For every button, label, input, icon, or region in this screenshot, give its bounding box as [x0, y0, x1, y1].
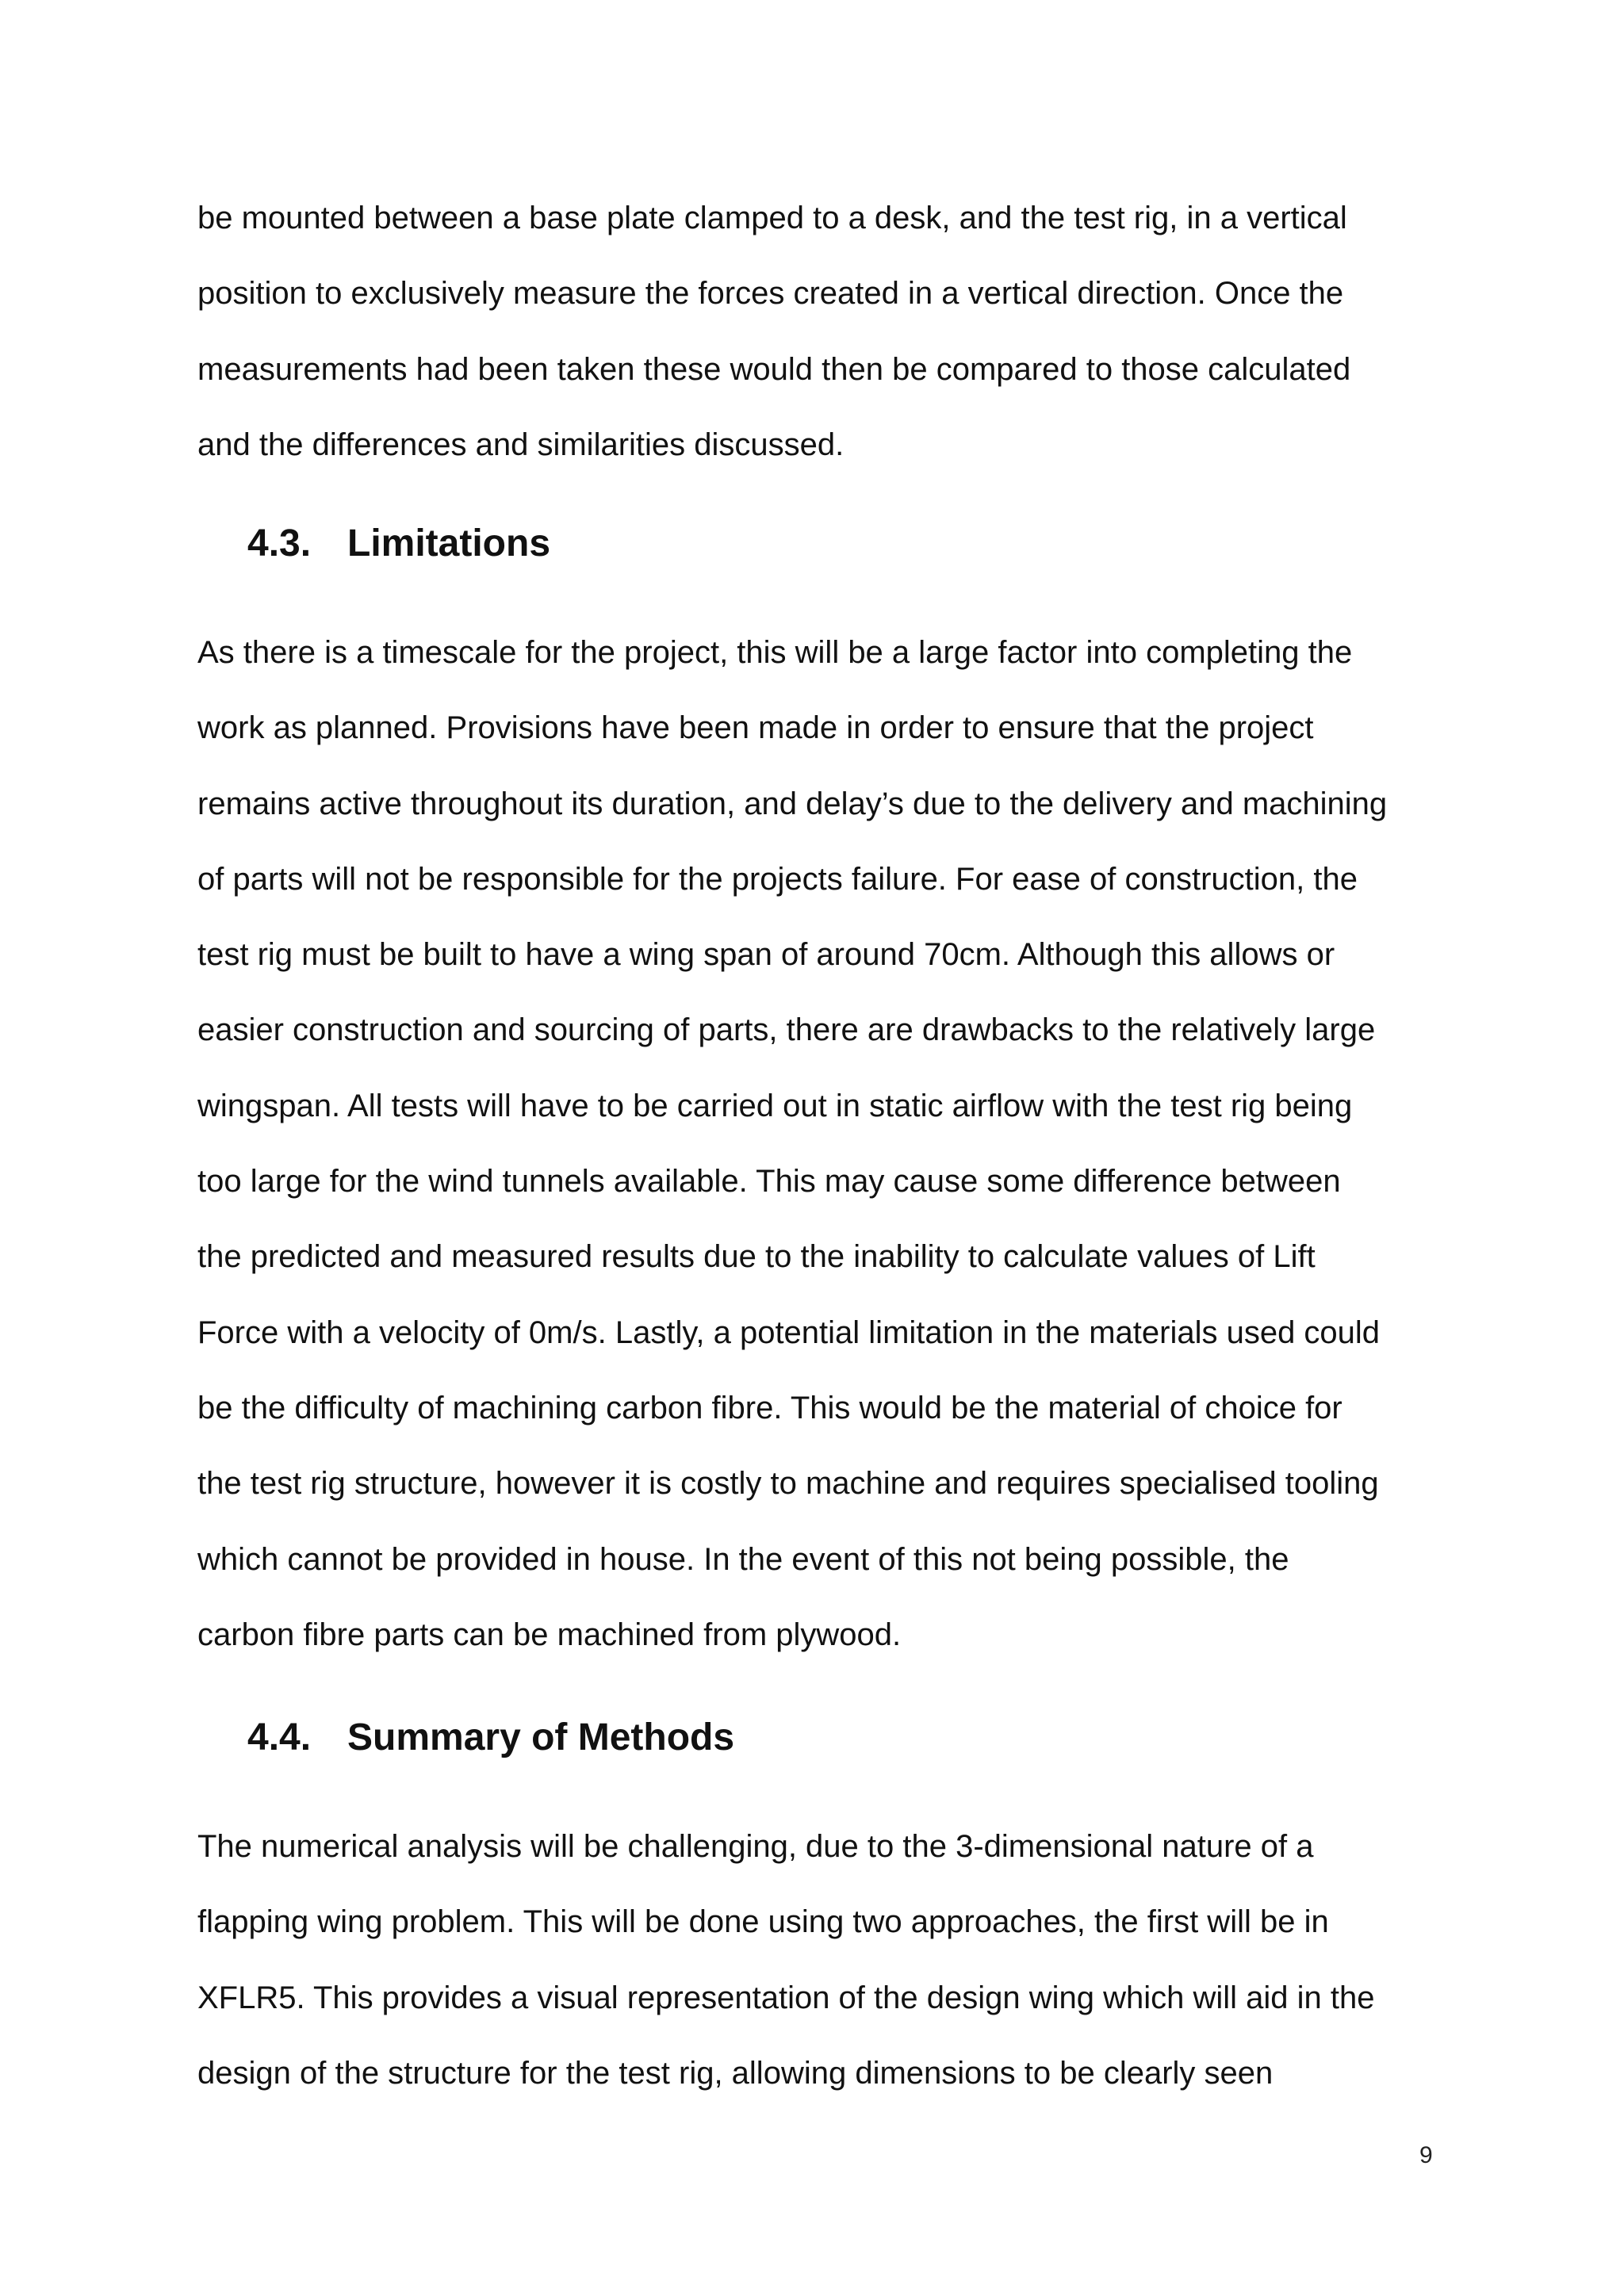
section-number: 4.4.	[247, 1716, 312, 1758]
summary-paragraph	[197, 1809, 1375, 2111]
text-line: As there is a timescale for the project, this will be a large factor into completing the	[197, 635, 1353, 670]
text-line: be mounted between a base plate clamped to a desk, and the test rig, in a vertical	[197, 201, 1347, 235]
text-line: The numerical analysis will be challenging, due to the 3-dimensional nature of a	[197, 1829, 1314, 1864]
text-line: carbon fibre parts can be machined from plywood.	[197, 1617, 902, 1652]
text-line: and the differences and similarities discussed.	[197, 427, 845, 462]
text-line: which cannot be provided in house. In the event of this not being possible, the	[197, 1541, 1289, 1577]
text-line: position to exclusively measure the forces created in a vertical direction. Once the	[197, 276, 1344, 312]
section-heading-limitations	[247, 522, 550, 565]
text-line: too large for the wind tunnels available. This may cause some difference between	[197, 1164, 1341, 1200]
intro-paragraph	[197, 181, 1350, 483]
text-line: work as planned. Provisions have been made in order to ensure that the project	[197, 710, 1314, 746]
text-line: wingspan. All tests will have to be carried out in static airflow with the test rig being	[197, 1088, 1353, 1123]
section-title: Limitations	[347, 522, 551, 564]
section-title: Summary of Methods	[347, 1716, 735, 1758]
text-line: design of the structure for the test rig, allowing dimensions to be clearly seen	[197, 2055, 1274, 2091]
text-line: of parts will not be responsible for the projects failure. For ease of construction, the	[197, 861, 1358, 897]
section-number: 4.3.	[247, 522, 312, 564]
text-line: the test rig structure, however it is costly to machine and requires specialised tooling	[197, 1466, 1379, 1502]
limitations-paragraph	[197, 615, 1387, 1673]
text-line: be the difficulty of machining carbon fibre. This would be the material of choice for	[197, 1390, 1342, 1425]
text-line: easier construction and sourcing of parts, there are drawbacks to the relatively large	[197, 1012, 1376, 1048]
text-line: Force with a velocity of 0m/s. Lastly, a potential limitation in the materials used could	[197, 1314, 1381, 1350]
text-line: XFLR5. This provides a visual representation of the design wing which will aid in the	[197, 1980, 1375, 2015]
text-line: measurements had been taken these would then be compared to those calculated	[197, 351, 1351, 387]
text-line: flapping wing problem. This will be done using two approaches, the first will be in	[197, 1904, 1329, 1940]
text-line: remains active throughout its duration, and delay’s due to the delivery and machining	[197, 786, 1388, 821]
text-line: test rig must be built to have a wing span of around 70cm. Although this allows or	[197, 937, 1335, 973]
section-heading-summary	[247, 1716, 734, 1759]
page-number: 9	[1419, 2142, 1433, 2168]
text-line: the predicted and measured results due to the inability to calculate values of Lift	[197, 1239, 1316, 1275]
